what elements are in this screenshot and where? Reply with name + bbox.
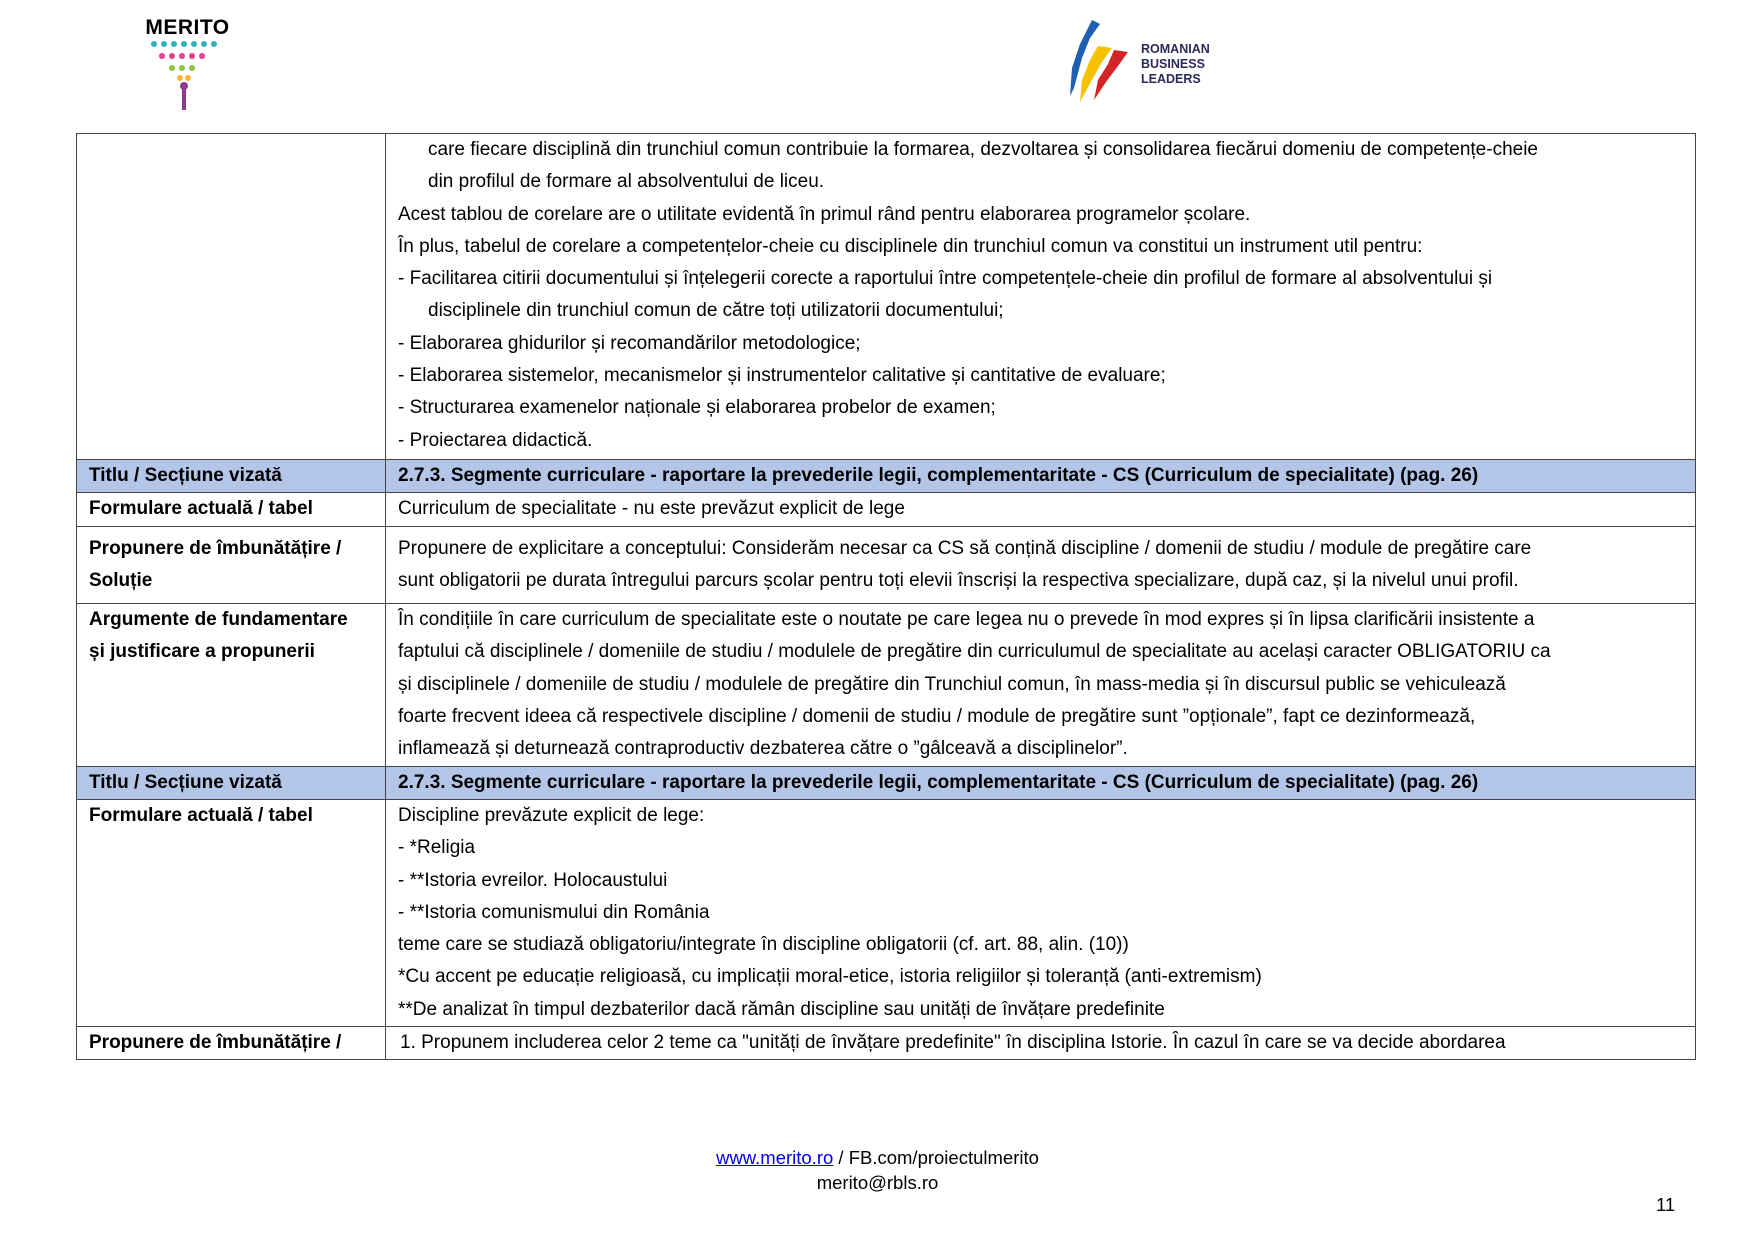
text-line: - Structurarea examenelor naționale și elaborarea probelor de examen; [398,397,996,419]
proposal-label: Propunere de îmbunătățire / [77,1027,386,1060]
title-label: Titlu / Secțiune vizată [77,459,386,492]
arguments-label [77,604,386,766]
table-row-continuation [77,134,1696,460]
facebook-text: / FB.com/proiectulmerito [833,1147,1039,1168]
text-line: inflamează și deturnează contraproductiv dezbaterea către o ”gâlceavă a disciplinelor”. [398,738,1128,760]
rbl-logo [1052,18,1222,104]
rbl-logo-text: ROMANIAN BUSINESS LEADERS [1141,42,1210,86]
text-line: În plus, tabelul de corelare a competențelor-cheie cu disciplinele din trunchiul comun va constitui un instrument util pentru: [398,235,1423,257]
text-line: faptului că disciplinele / domeniile de studiu / modulele de pregătire din curriculumul de specialitate au același caracter OBLIGATORIU ca [398,641,1551,663]
proposal-value [386,526,1696,604]
text-line: sunt obligatorii pe durata întregului parcurs școlar pentru toți elevii înscriși la respectiva specializare, după caz, și la nivelul unui profil. [398,569,1519,591]
merito-logo [140,16,235,108]
proposal-table [76,133,1696,1060]
label-line: Propunere de îmbunătățire / [89,537,342,559]
label-line: și justificare a propunerii [89,641,315,663]
text-line: - Facilitarea citirii documentului și înțelegerii corecte a raportului între competențele-cheie din profilul de formare al absolventului și [398,268,1493,290]
table-row-title [77,766,1696,799]
text-line: - **Istoria comunismului din România [398,901,710,923]
rbl-flag-icon [1052,18,1137,104]
table-row-current [77,799,1696,1026]
current-value [386,799,1696,1026]
text-line: teme care se studiază obligatoriu/integrate în discipline obligatorii (cf. art. 88, alin. (10)) [398,934,1129,956]
proposal-value: 1. Propunem includerea celor 2 teme ca "unități de învățare predefinite" în disciplina Istorie. În cazul în care se va decide abordarea [386,1027,1696,1060]
text-line: *Cu accent pe educație religioasă, cu implicații moral-etice, istoria religiilor și toleranță (anti-extremism) [398,966,1262,988]
title-value: 2.7.3. Segmente curriculare - raportare la prevederile legii, complementaritate - CS (Curriculum de specialitate) (pag. 26) [386,766,1696,799]
merito-people-icon [140,40,235,110]
empty-label-cell [77,134,386,460]
text-line: Propunere de explicitare a conceptului: Considerăm necesar ca CS să conțină discipline / domenii de studiu / module de pregătire care [398,537,1532,559]
text-line: **De analizat în timpul dezbaterilor dacă rămân discipline sau unități de învățare predefinite [398,998,1165,1020]
text-line: - Elaborarea sistemelor, mecanismelor și instrumentelor calitative și cantitative de evaluare; [398,365,1166,387]
text-line: care fiecare disciplină din trunchiul comun contribuie la formarea, dezvoltarea și consolidarea fiecărui domeniu de competențe-cheie [428,139,1538,160]
text-line: și disciplinele / domeniile de studiu / modulele de pregătire din Trunchiul comun, în mass-media și în discursul public se vehiculează [398,673,1506,695]
text-line: În condițiile în care curriculum de specialitate este o noutate pe care legea nu o prevede în mod expres și în lipsa clarificării insistente a [398,609,1535,631]
email-text: merito@rbls.ro [816,1172,939,1193]
text-line: disciplinele din trunchiul comun de către toți utilizatorii documentului; [428,300,1004,322]
text-line: Discipline prevăzute explicit de lege: [398,804,705,826]
text-line: - Proiectarea didactică. [398,429,593,451]
website-link[interactable]: www.merito.ro [716,1147,834,1168]
page-number: 11 [1656,1194,1676,1215]
title-value: 2.7.3. Segmente curriculare - raportare la prevederile legii, complementaritate - CS (Curriculum de specialitate) (pag. 26) [386,459,1696,492]
title-label: Titlu / Secțiune vizată [77,766,386,799]
continuation-cell [386,134,1696,460]
text-line: foarte frecvent ideea că respectivele discipline / domenii de studiu / module de pregătire sunt ”opționale”, fapt ce dezinformează, [398,706,1476,728]
table-row-current [77,493,1696,526]
current-label: Formulare actuală / tabel [77,493,386,526]
label-line: Argumente de fundamentare [89,609,348,631]
current-value: Curriculum de specialitate - nu este prevăzut explicit de lege [386,493,1696,526]
arguments-value [386,604,1696,766]
text-line: - **Istoria evreilor. Holocaustului [398,869,668,891]
table-row-proposal [77,526,1696,604]
table-row-proposal [77,1027,1696,1060]
table-row-title [77,459,1696,492]
proposal-label [77,526,386,604]
table-row-arguments [77,604,1696,766]
text-line: - *Religia [398,837,476,859]
merito-logo-text: MERITO [145,16,230,39]
footer [0,1145,1755,1195]
text-line: din profilul de formare al absolventului de liceu. [428,171,825,193]
label-line: Soluție [89,569,153,591]
current-label: Formulare actuală / tabel [77,799,386,1026]
text-line: - Elaborarea ghidurilor și recomandărilor metodologice; [398,332,861,354]
text-line: Acest tablou de corelare are o utilitate evidentă în primul rând pentru elaborarea programelor școlare. [398,203,1251,225]
